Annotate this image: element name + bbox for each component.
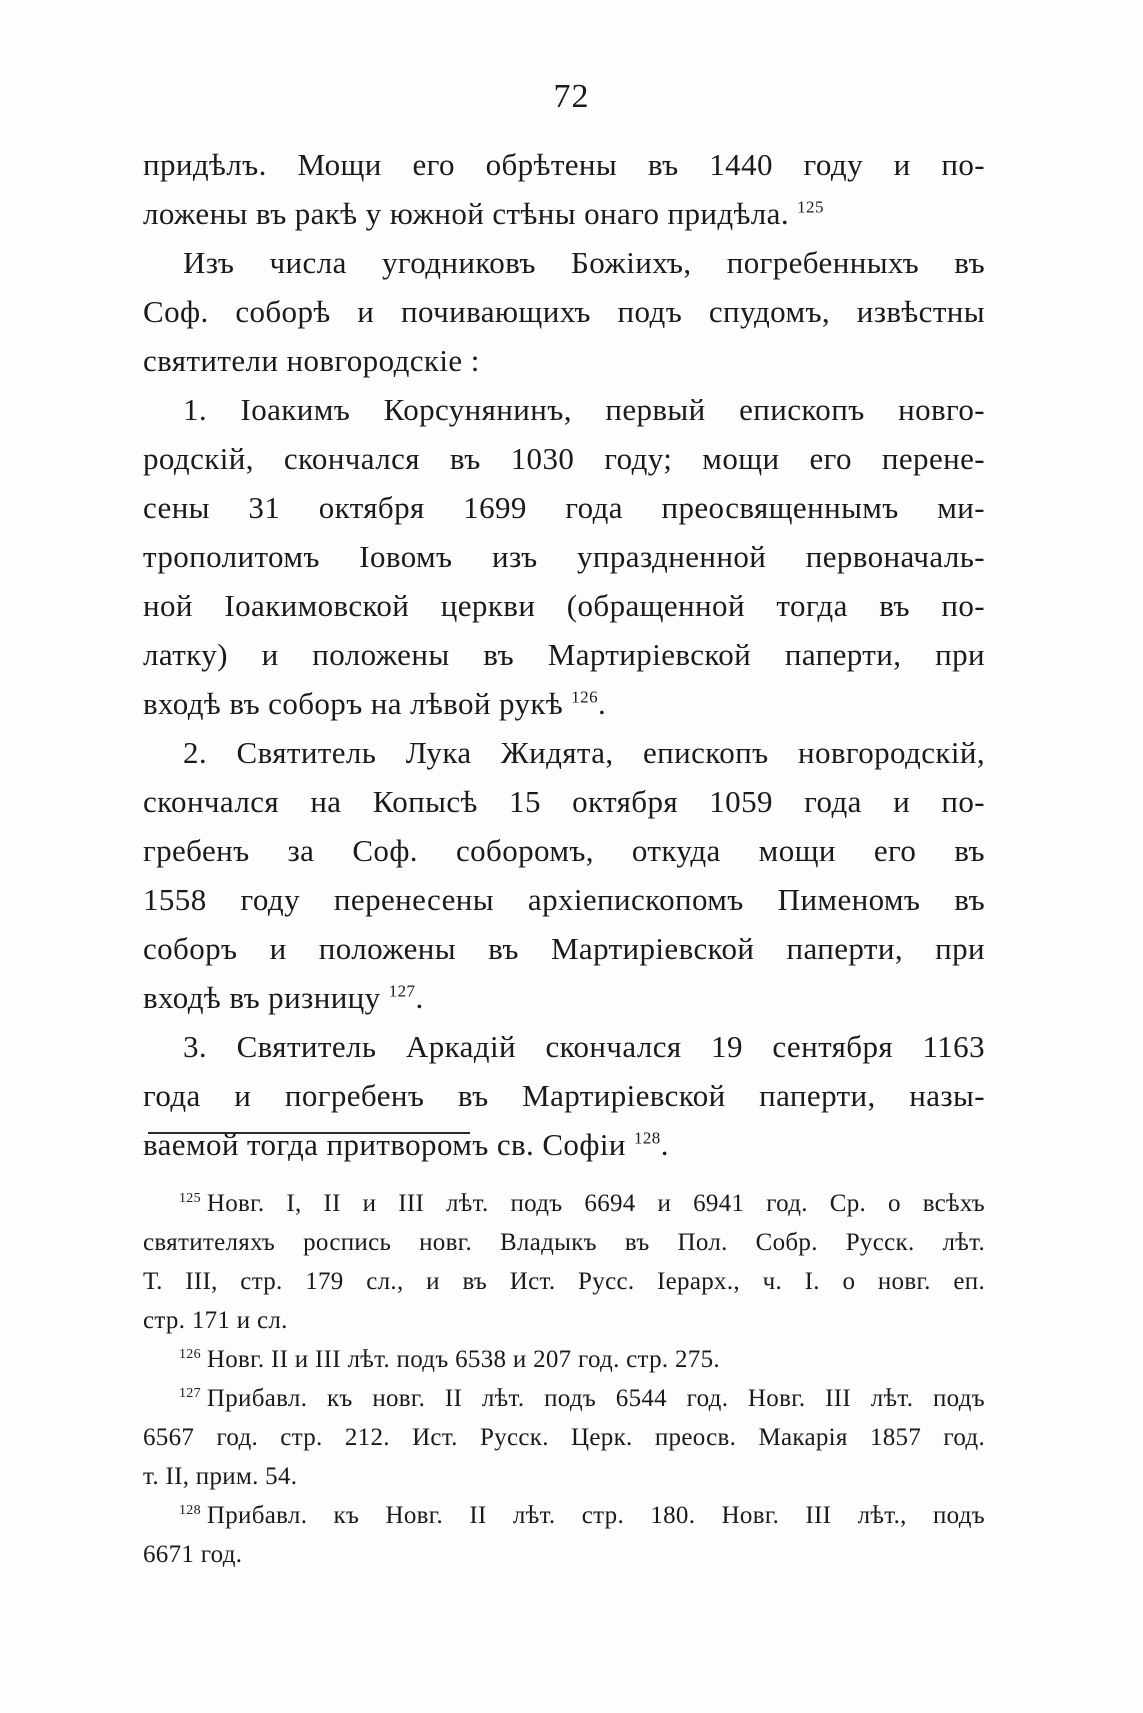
footnote-number: 125 <box>179 1190 201 1206</box>
text-line: 3. Святитель Аркадій скончался 19 сентября 1163 <box>183 1029 985 1064</box>
text-line-content: входѣ въ ризницу <box>143 980 381 1015</box>
text-line <box>143 189 985 238</box>
footnote-128 <box>143 1496 985 1574</box>
footnote-line <box>143 1184 985 1223</box>
footnote-127 <box>143 1379 985 1496</box>
text-line-content: ложены въ ракѣ у южной стѣны онаго придѣла. <box>143 196 789 231</box>
text-line: 1558 году перенесены архіепископомъ Пименомъ въ <box>143 882 985 917</box>
text-line: латку) и положены въ Мартиріевской паперти, при <box>143 637 985 672</box>
text-line: сены 31 октября 1699 года преосвященнымъ ми- <box>143 490 985 525</box>
paragraph-saints-intro <box>143 238 985 385</box>
footnote-line: святителяхъ роспись новг. Владыкъ въ Пол. Собр. Русск. лѣт. <box>143 1229 985 1256</box>
main-text <box>143 140 985 1169</box>
footnote-line: 6567 год. стр. 212. Ист. Русск. Церк. преосв. Макарія 1857 год. <box>143 1424 985 1451</box>
text-line: ваемой тогда притворомъ св. Софіи $^{128}$. <box>143 1127 669 1162</box>
text-line: соборъ и положены въ Мартиріевской паперти, при <box>143 931 985 966</box>
text-line: Соф. соборѣ и почивающихъ подъ спудомъ, извѣстны <box>143 294 985 329</box>
text-line: скончался на Копысѣ 15 октября 1059 года и по- <box>143 784 985 819</box>
text-line: трополитомъ Іовомъ изъ упраздненной первоначаль- <box>143 539 985 574</box>
footnote-line: 6671 год. <box>143 1541 243 1568</box>
text-line: года и погребенъ въ Мартиріевской паперти, назы- <box>143 1078 985 1113</box>
text-line: родскій, скончался въ 1030 году; мощи его перене- <box>143 441 985 476</box>
footnote-ref: 126 <box>571 687 598 707</box>
footnote-number: 128 <box>179 1502 201 1518</box>
paragraph-continuation <box>143 140 985 238</box>
footnotes <box>143 1184 985 1574</box>
footnote-ref: 125 <box>797 197 824 217</box>
text-line: придѣлъ. Мощи его обрѣтены въ 1440 году и по- <box>143 147 985 182</box>
text-line: гребенъ за Соф. соборомъ, откуда мощи его въ <box>143 833 985 868</box>
text-line: входѣ въ соборъ на лѣвой рукѣ $^{126}$. <box>143 686 607 721</box>
footnote-number: 126 <box>179 1346 201 1362</box>
footnote-text: Прибавл. къ новг. II лѣт. подъ 6544 год. Новг. III лѣт. подъ <box>206 1385 985 1412</box>
text-line: 1. Іоакимъ Корсунянинъ, первый епископъ новго- <box>183 392 985 427</box>
paragraph-item-1 <box>143 385 985 728</box>
footnote-divider <box>148 1132 470 1134</box>
footnote-line <box>143 1379 985 1418</box>
footnote-line <box>143 1496 985 1535</box>
footnote-126 <box>143 1340 985 1379</box>
paragraph-item-2 <box>143 728 985 1022</box>
footnote-line: т. II, прим. 54. <box>143 1463 298 1490</box>
footnote-text: Прибавл. къ Новг. II лѣт. стр. 180. Новг. III лѣт., подъ <box>206 1502 985 1529</box>
footnote-ref: 128 <box>633 1128 661 1148</box>
text-line: входѣ въ ризницу $^{127}$. <box>143 980 424 1015</box>
page-number: 72 <box>553 78 590 115</box>
footnote-number: 127 <box>179 1385 201 1401</box>
footnote-line: Т. III, стр. 179 сл., и въ Ист. Русс. Іерарх., ч. I. о новг. еп. <box>143 1268 985 1295</box>
text-line: святители новгородскіе : <box>143 343 480 378</box>
footnote-line <box>143 1340 985 1379</box>
footnote-ref: 127 <box>388 981 416 1001</box>
footnote-text: Новг. I, II и III лѣт. подъ 6694 и 6941 год. Ср. о всѣхъ <box>206 1190 985 1217</box>
footnote-text: Новг. II и III лѣт. подъ 6538 и 207 год. стр. 275. <box>206 1346 720 1373</box>
footnote-125 <box>143 1184 985 1340</box>
footnote-line: стр. 171 и сл. <box>143 1307 288 1334</box>
text-line-content: ваемой тогда притворомъ св. Софіи <box>143 1127 626 1162</box>
text-line: 2. Святитель Лука Жидята, епископъ новгородскій, <box>183 735 985 770</box>
text-line: ной Іоакимовской церкви (обращенной тогда въ по- <box>143 588 985 623</box>
paragraph-item-3 <box>143 1022 985 1169</box>
text-line-content: входѣ въ соборъ на лѣвой рукѣ <box>143 686 564 721</box>
text-line: Изъ числа угодниковъ Божіихъ, погребенныхъ въ <box>183 245 985 280</box>
